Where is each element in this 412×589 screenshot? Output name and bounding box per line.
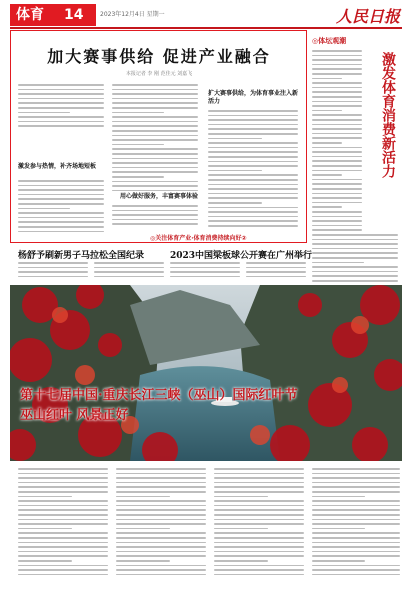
text-line [214,560,268,562]
text-line [208,110,298,112]
text-line [94,271,164,273]
text-line [112,181,198,183]
text-line [208,179,298,181]
text-line [18,486,108,488]
text-line [312,50,362,52]
text-line [18,500,108,502]
text-line [312,55,362,57]
text-line [18,482,108,484]
text-line [116,523,206,525]
text-line [312,216,362,218]
text-line [116,537,206,539]
text-line [208,202,262,204]
text-line [18,537,108,539]
text-line [312,505,400,507]
text-line [312,206,342,208]
text-line [214,486,304,488]
secondary-headline-2: 2023中国梁板球公开赛在广州举行 [170,251,313,261]
text-line [112,139,198,141]
secondary-headline-1: 杨舒予刷新男子马拉松全国纪录 [18,251,145,261]
text-line [312,239,398,241]
text-line [312,473,400,475]
text-line [208,161,298,163]
text-line [312,197,362,199]
text-line [94,262,164,264]
text-line [208,225,298,227]
text-line [18,116,104,118]
text-line [312,275,398,277]
text-line [116,560,170,562]
text-line [18,546,108,548]
text-line [18,528,72,530]
text-line [312,225,362,227]
text-line [112,107,198,109]
text-line [214,473,304,475]
text-line [112,210,198,212]
text-line [112,185,198,187]
text-line [312,528,365,530]
text-line [214,500,304,502]
text-line [312,179,362,181]
text-line [18,532,108,534]
text-line [312,262,364,264]
text-line [312,509,400,511]
text-line [170,271,240,273]
text-line [112,162,198,164]
text-line [18,198,104,200]
text-line [18,523,108,525]
text-line [312,280,398,282]
text-line [312,193,362,195]
text-line [18,468,108,470]
text-line [18,231,104,233]
gorge-landscape-image [10,285,402,461]
text-line [18,125,104,127]
text-line [208,165,298,167]
text-line [112,153,198,155]
lead-subhead-2: 扩大赛事供给，为体育事业注入新活力 [208,90,299,105]
text-line [112,214,198,216]
text-line [312,119,362,121]
text-line [18,107,104,109]
text-line [18,514,108,516]
text-line [112,125,198,127]
text-line [312,560,365,562]
text-line [18,185,104,187]
commentary-title: 激发体育消费新活力 [380,52,396,178]
text-line [116,546,206,548]
text-line [112,223,198,225]
text-line [116,496,170,498]
text-line [312,64,362,66]
red-leaves-photo [10,285,402,461]
text-line [214,574,304,576]
text-line [18,473,108,475]
text-line [312,147,362,149]
text-line [208,207,298,209]
text-line [312,252,398,254]
text-line [214,528,268,530]
text-line [312,114,362,116]
text-line [312,519,400,521]
text-line [312,110,342,112]
issue-date: 2023年12月4日 星期一 [100,11,165,18]
text-line [18,565,108,567]
text-line [312,229,362,231]
text-line [312,101,362,103]
text-line [312,551,400,553]
text-line [312,234,398,236]
text-line [312,523,400,525]
text-line [18,276,88,278]
text-line [214,468,304,470]
text-line [116,486,206,488]
text-line [312,211,362,213]
text-line [312,137,362,139]
text-line [18,102,104,104]
text-line [312,266,398,268]
text-line [208,138,262,140]
text-line [312,128,362,130]
text-line [18,555,108,557]
text-line [312,555,400,557]
text-line [312,542,400,544]
text-line [18,262,88,264]
text-line [214,482,304,484]
text-line [208,128,298,130]
text-line [312,78,342,80]
text-line [312,105,362,107]
text-line [312,500,400,502]
text-line [18,212,104,214]
text-line [116,505,206,507]
text-line [116,477,206,479]
text-line [18,519,108,521]
text-line [116,519,206,521]
text-line [112,158,198,160]
text-line [246,271,306,273]
text-line [116,500,206,502]
lead-subhead-3: 用心做好服务，丰富赛事体验 [120,193,199,200]
text-line [18,226,104,228]
text-line [112,171,198,173]
text-line [312,133,362,135]
text-line [116,574,206,576]
text-line [214,551,304,553]
text-line [214,514,304,516]
text-line [170,262,240,264]
text-line [214,519,304,521]
text-line [214,496,268,498]
text-line [18,569,108,571]
text-line [18,203,104,205]
text-line [112,102,198,104]
newspaper-logo: 人民日报 [335,7,400,26]
text-line [312,91,362,93]
text-line [312,491,400,493]
text-line [312,59,362,61]
text-line [94,276,164,278]
text-line [312,468,400,470]
text-line [246,267,306,269]
photo-feature-subtitle: 巫山红叶 风景正好 [20,408,129,423]
text-line [312,188,362,190]
text-line [312,486,400,488]
text-line [214,509,304,511]
lead-subhead-1: 激发参与热情，补齐场地短板 [18,163,97,170]
text-line [116,542,206,544]
text-line [112,130,198,132]
text-line [208,151,298,153]
text-line [214,565,304,567]
commentary-title-block [366,52,406,232]
text-line [312,477,400,479]
text-line [214,537,304,539]
text-line [208,115,298,117]
text-line [214,491,304,493]
text-line [312,496,365,498]
text-line [312,142,342,144]
text-line [116,569,206,571]
text-line [214,569,304,571]
text-line [214,532,304,534]
text-line [18,180,104,182]
text-line [312,537,400,539]
header-rule [10,27,402,29]
text-line [208,184,298,186]
text-line [312,514,400,516]
text-line [312,174,342,176]
page-number: 14 [64,7,84,23]
text-line [18,560,72,562]
text-line [312,124,362,126]
text-line [18,221,104,223]
text-line [214,523,304,525]
text-line [312,156,362,158]
text-line [208,211,298,213]
text-line [112,89,198,91]
text-line [208,220,298,222]
text-line [116,565,206,567]
text-line [18,89,104,91]
text-line [312,170,362,172]
text-line [18,84,104,86]
text-line [116,491,206,493]
text-line [214,542,304,544]
text-line [208,197,298,199]
text-line [18,271,88,273]
text-line [246,262,306,264]
text-line [112,148,198,150]
text-line [18,574,108,576]
text-line [18,551,108,553]
text-line [116,509,206,511]
text-line [312,220,362,222]
text-line [312,569,400,571]
text-line [208,188,298,190]
text-line [112,112,164,114]
text-line [18,208,70,210]
text-line [116,555,206,557]
text-line [214,477,304,479]
commentary-kicker: ◎体坛观潮 [312,37,347,45]
text-line [312,546,400,548]
text-line [312,82,362,84]
text-line [18,267,88,269]
text-line [112,84,198,86]
text-line [116,528,170,530]
text-line [312,87,362,89]
text-line [18,491,108,493]
text-line [170,267,240,269]
photo-feature-title: 第十七届中国·重庆长江三峡（巫山）国际红叶节 [20,388,298,403]
text-line [18,189,104,191]
text-line [312,151,362,153]
text-line [312,160,362,162]
text-line [312,271,398,273]
text-line [170,276,240,278]
text-line [116,482,206,484]
text-line [116,551,206,553]
text-line [312,68,362,70]
text-line [18,112,70,114]
text-line [214,546,304,548]
text-line [312,183,362,185]
section-name: 体育 [16,7,44,23]
text-line [112,135,198,137]
text-line [208,142,298,144]
text-line [18,505,108,507]
text-line [214,505,304,507]
text-line [18,477,108,479]
text-line [312,248,398,250]
text-line [112,176,164,178]
text-line [116,468,206,470]
text-line [208,156,298,158]
text-line [312,565,400,567]
text-line [312,482,400,484]
text-line [312,574,400,576]
lead-headline: 加大赛事供给 促进产业融合 [47,47,271,66]
lead-byline: 本报记者 李 刚 范佳元 刘嘉飞 [125,71,193,77]
text-line [312,73,362,75]
text-line [112,93,198,95]
text-line [116,514,206,516]
text-line [112,205,198,207]
text-line [214,555,304,557]
text-line [116,532,206,534]
text-line [94,267,164,269]
text-line [312,96,362,98]
text-line [312,165,362,167]
text-line [312,257,398,259]
text-line [18,496,72,498]
text-line [312,243,398,245]
text-line [18,509,108,511]
text-line [246,276,306,278]
series-tag: ◎关注体育产业·体育消费持续向好② [150,235,247,242]
text-line [208,174,298,176]
text-line [312,202,362,204]
text-line [112,116,198,118]
text-line [116,473,206,475]
text-line [18,542,108,544]
text-line [312,532,400,534]
text-line [208,133,298,135]
text-line [18,93,104,95]
text-line [208,119,298,121]
